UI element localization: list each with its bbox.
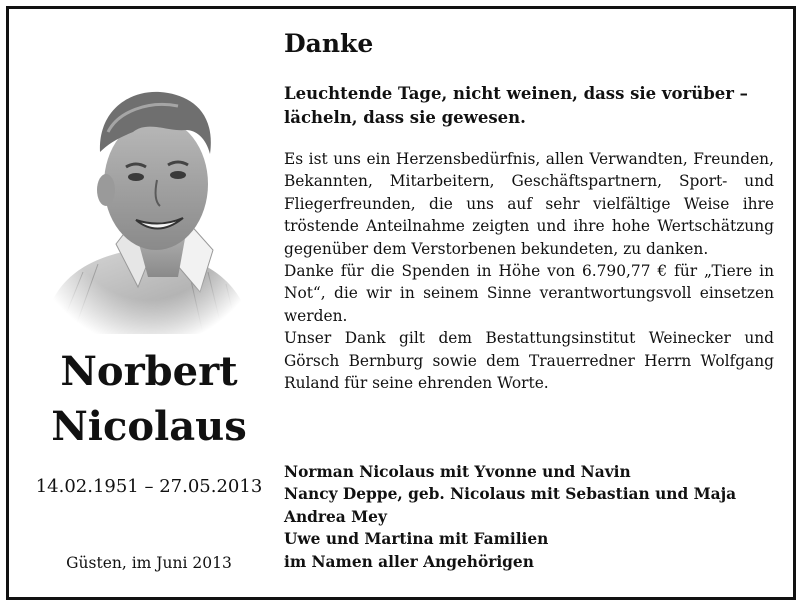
deceased-first-name: Norbert [60,348,238,395]
life-dates: 14.02.1951 – 27.05.2013 [35,476,263,497]
signature-line: Uwe und Martina mit Familien [284,530,549,549]
signature-line: Nancy Deppe, geb. Nicolaus mit Sebastian und Maja [284,485,737,504]
signatures [284,461,784,573]
paragraph-funeral: Unser Dank gilt dem Bestattungsinstitut Weinecker und Görsch Bernburg sowie dem Trauerredner Herrn Wolfgang Ruland für seine ehrenden Worte. [284,329,774,393]
signature-line: Andrea Mey [284,507,387,526]
right-column [284,28,774,394]
place-and-date: Güsten, im Juni 2013 [66,554,232,572]
portrait-photo [38,72,258,334]
thank-you-text [284,148,774,394]
verse [284,82,774,130]
signature-line: im Namen aller Angehörigen [284,552,534,571]
headline: Danke [284,29,374,58]
paragraph-donations: Danke für die Spenden in Höhe von 6.790,77 € für „Tiere in Not“, die wir in seinem Sinne verantwortungsvoll einsetzen werden. [284,262,774,325]
deceased-last-name: Nicolaus [51,403,247,450]
paragraph-thanks: Es ist uns ein Herzensbedürfnis, allen Verwandten, Freunden, Bekannten, Mitarbeitern, Geschäftspartnern, Sport- und Fliegerfreunden, die uns auf sehr vielfältige Weise ihre tröstende Anteilnahme zeigten und ihre hohe Wertschätzung gegenüber dem Verstorbenen bekundeten, zu danken. [284,150,774,258]
signature-line: Norman Nicolaus mit Yvonne und Navin [284,463,631,481]
verse-line: lächeln, dass sie gewesen. [284,108,526,127]
verse-line: Leuchtende Tage, nicht weinen, dass sie vorüber – [284,84,748,103]
